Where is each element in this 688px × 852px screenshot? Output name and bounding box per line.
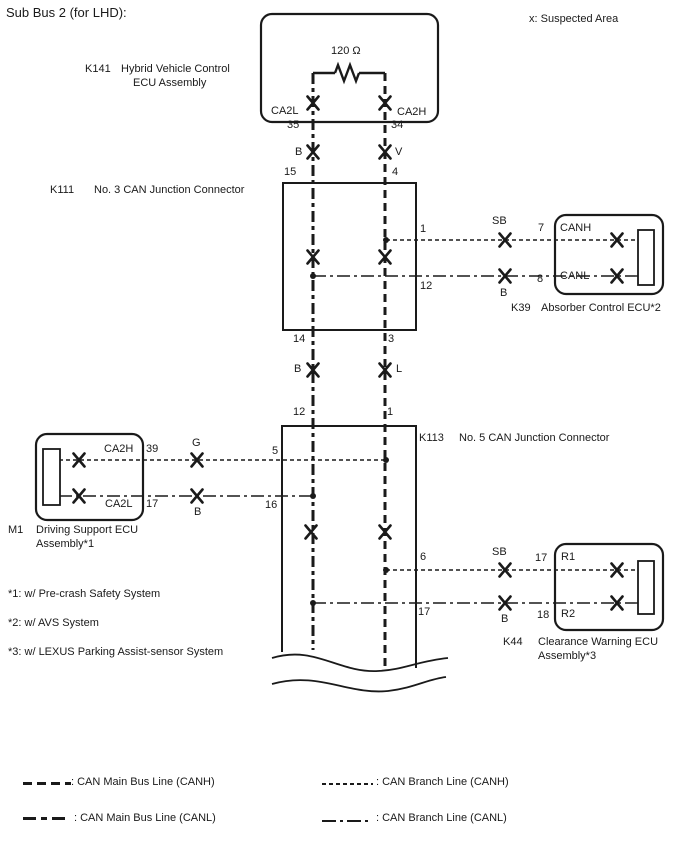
k141-pin-34: 34 <box>391 119 404 131</box>
k39-terminal-canl: CANL <box>560 270 590 282</box>
k44-name-line1: Clearance Warning ECU <box>538 636 659 648</box>
break-wave-bottom <box>272 677 446 691</box>
k113-code: K113 <box>419 432 444 444</box>
k111-pin-4: 4 <box>392 166 399 178</box>
wire-color-b-5: B <box>501 613 509 625</box>
suspected-area-marker <box>380 526 391 539</box>
k141-code: K141 <box>85 63 111 75</box>
wire-color-sb-2: SB <box>492 546 507 558</box>
k39-terminal-canh: CANH <box>560 222 592 234</box>
k113-pin-1: 1 <box>387 406 394 418</box>
k111-pin-12: 12 <box>420 280 433 292</box>
k111-pin-14: 14 <box>293 333 306 345</box>
k111-box <box>283 183 416 330</box>
diagram-title: Sub Bus 2 (for LHD): <box>6 5 127 20</box>
k44-pin-18: 18 <box>537 609 550 621</box>
k141-pin-35: 35 <box>287 119 300 131</box>
junction-dots <box>310 237 389 606</box>
wire-color-sb-1: SB <box>492 215 507 227</box>
resistor-value: 120 Ω <box>331 45 361 57</box>
legend-label-branch-canl: : CAN Branch Line (CANL) <box>376 812 507 824</box>
k39-pin-7: 7 <box>538 222 545 234</box>
footnote-3: *3: w/ LEXUS Parking Assist-sensor System <box>8 646 224 658</box>
k141-terminal-ca2l: CA2L <box>271 105 299 117</box>
k113-box <box>282 426 416 668</box>
wire-color-g: G <box>192 437 201 449</box>
k44-code: K44 <box>503 636 523 648</box>
k44-connector-pin-icon <box>638 561 654 614</box>
wire-color-l: L <box>396 363 403 375</box>
k39-code: K39 <box>511 302 531 314</box>
k111-pin-3: 3 <box>388 333 395 345</box>
footnote-1: *1: w/ Pre-crash Safety System <box>8 588 161 600</box>
k113-name: No. 5 CAN Junction Connector <box>459 432 610 444</box>
k113-pin-6: 6 <box>420 551 427 563</box>
legend-label-main-canh: : CAN Main Bus Line (CANH) <box>71 776 215 788</box>
wire-color-b-1: B <box>295 146 303 158</box>
wire-color-b-2: B <box>500 287 508 299</box>
k111-pin-15: 15 <box>284 166 297 178</box>
legend-swatch-main-canh <box>23 782 71 785</box>
suspected-area-markers <box>74 97 623 610</box>
k39-pin-8: 8 <box>537 273 544 285</box>
m1-terminal-ca2h: CA2H <box>104 443 134 455</box>
legend-label-main-canl: : CAN Main Bus Line (CANL) <box>74 812 216 824</box>
k141-name-line2: ECU Assembly <box>133 77 207 89</box>
k39-name: Absorber Control ECU*2 <box>541 302 661 314</box>
legend-swatch-branch-canh <box>322 783 373 785</box>
k39-connector-pin-icon <box>638 230 654 285</box>
k111-pin-1: 1 <box>420 223 427 235</box>
legend-swatch-main-canl <box>23 817 70 820</box>
wire-color-b-3: B <box>294 363 302 375</box>
k44-terminal-r1: R1 <box>561 551 576 563</box>
k44-name-line2: Assembly*3 <box>538 650 597 662</box>
k141-terminal-ca2h: CA2H <box>397 106 427 118</box>
suspected-area-marker <box>306 526 317 539</box>
k113-pin-5: 5 <box>272 445 279 457</box>
suspected-area-marker <box>192 490 203 503</box>
m1-name-line1: Driving Support ECU <box>36 524 139 536</box>
k44-pin-17: 17 <box>535 552 548 564</box>
break-wave-top <box>272 655 448 672</box>
k113-pin-16: 16 <box>265 499 278 511</box>
suspected-area-note: x: Suspected Area <box>529 13 619 25</box>
k111-code: K111 <box>50 184 75 196</box>
k113-pin-12: 12 <box>293 406 306 418</box>
m1-name-line2: Assembly*1 <box>36 538 95 550</box>
m1-pin-39: 39 <box>146 443 159 455</box>
m1-terminal-ca2l: CA2L <box>105 498 133 510</box>
suspected-area-marker <box>74 490 85 503</box>
suspected-area-marker <box>380 97 391 110</box>
resistor-icon <box>335 65 359 81</box>
m1-connector-pin-icon <box>43 449 60 505</box>
legend-swatch-branch-canl <box>322 820 372 822</box>
k113-pin-17: 17 <box>418 606 431 618</box>
wire-color-v: V <box>395 146 403 158</box>
k141-name-line1: Hybrid Vehicle Control <box>121 63 230 75</box>
m1-code: M1 <box>8 524 24 536</box>
k44-terminal-r2: R2 <box>561 608 576 620</box>
wire-color-b-4: B <box>194 506 202 518</box>
m1-pin-17: 17 <box>146 498 159 510</box>
k111-name: No. 3 CAN Junction Connector <box>94 184 245 196</box>
footnote-2: *2: w/ AVS System <box>8 617 99 629</box>
legend-label-branch-canh: : CAN Branch Line (CANH) <box>376 776 509 788</box>
